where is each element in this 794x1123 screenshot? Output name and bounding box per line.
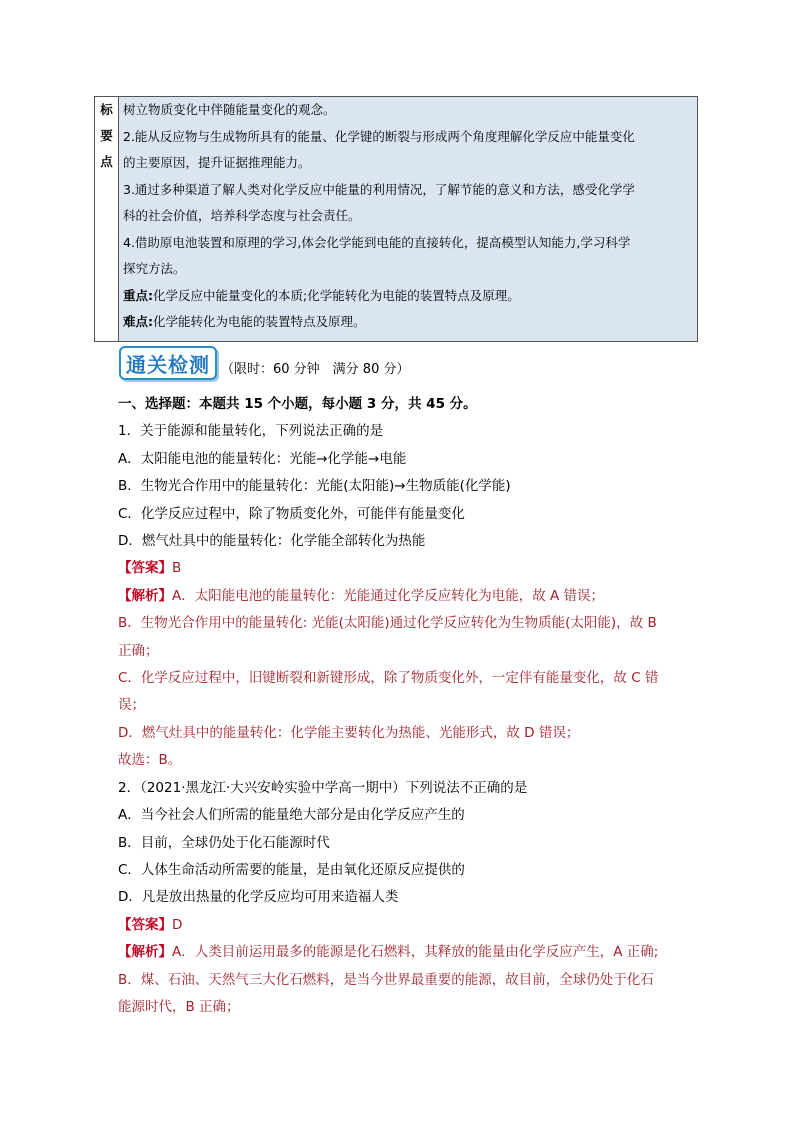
analysis-tag: 【解析】 xyxy=(118,587,172,604)
objective-line: 树立物质变化中伴随能量变化的观念。 xyxy=(123,102,336,117)
option: B．生物光合作用中的能量转化：光能(太阳能)→生物质能(化学能) xyxy=(118,478,511,495)
difficulty-label: 难点: xyxy=(123,314,153,329)
objective-line: 3.通过多种渠道了解人类对化学反应中能量的利用情况，了解节能的意义和方法，感受化学学 xyxy=(123,181,635,197)
question-stem: 2．（2021·黑龙江·大兴安岭实验中学高一期中）下列说法不正确的是 xyxy=(118,779,528,796)
answer-line xyxy=(118,555,688,582)
difficulty-text: 化学能转化为电能的装置特点及原理。 xyxy=(153,314,366,329)
objective-line: 科的社会价值，培养科学态度与社会责任。 xyxy=(123,208,361,223)
answer-value: B xyxy=(172,560,182,577)
objective-line: 2.能从反应物与生成物所具有的能量、化学键的断裂与形成两个角度理解化学反应中能量变化 xyxy=(123,128,635,144)
objective-line: 的主要原因，提升证据推理能力。 xyxy=(123,155,311,170)
analysis-line: D．燃气灶具中的能量转化：化学能主要转化为热能、光能形式，故 D 错误； xyxy=(118,724,580,741)
answer-value: D xyxy=(172,916,183,933)
analysis-line xyxy=(118,939,688,966)
objectives-side-label xyxy=(95,97,119,341)
analysis-line: B．煤、石油、天然气三大化石燃料，是当今世界最重要的能源，故目前，全球仍处于化石 xyxy=(118,971,654,988)
analysis-line xyxy=(118,583,688,610)
analysis-text: A．太阳能电池的能量转化：光能通过化学反应转化为电能，故 A 错误； xyxy=(172,587,605,604)
section-header xyxy=(119,344,409,382)
objectives-content xyxy=(119,97,697,341)
option: A．太阳能电池的能量转化：光能→化学能→电能 xyxy=(118,450,407,467)
analysis-text: A．人类目前运用最多的能源是化石燃料，其释放的能量由化学反应产生，A 正确; xyxy=(172,944,659,961)
option: D．燃气灶具中的能量转化：化学能全部转化为热能 xyxy=(118,533,426,550)
analysis-line: C．化学反应过程中，旧键断裂和新键形成，除了物质变化外，一定伴有能量变化，故 C 错 xyxy=(118,670,659,687)
answer-line xyxy=(118,912,688,939)
key-point-label: 重点: xyxy=(123,287,153,303)
question-stem: 1．关于能源和能量转化，下列说法正确的是 xyxy=(118,423,384,440)
option: D．凡是放出热量的化学反应均可用来造福人类 xyxy=(118,889,399,906)
analysis-line: 误； xyxy=(118,697,145,714)
option: C．化学反应过程中，除了物质变化外，可能伴有能量变化 xyxy=(118,505,465,522)
option: B．目前，全球仍处于化石能源时代 xyxy=(118,834,330,851)
answer-tag: 【答案】 xyxy=(118,560,172,577)
objective-line: 探究方法。 xyxy=(123,261,186,276)
section-badge: 通关检测 xyxy=(119,346,217,380)
side-char: 标 xyxy=(100,102,113,117)
key-point-text: 化学反应中能量变化的本质;化学能转化为电能的装置特点及原理。 xyxy=(153,287,520,303)
analysis-tag: 【解析】 xyxy=(118,944,172,961)
option: A．当今社会人们所需的能量绝大部分是由化学反应产生的 xyxy=(118,807,465,824)
analysis-line: 正确； xyxy=(118,642,159,659)
time-limit-note: （限时：60 分钟 满分 80 分） xyxy=(221,361,410,377)
analysis-line: 能源时代，B 正确； xyxy=(118,998,240,1015)
question-content xyxy=(118,391,688,1021)
answer-tag: 【答案】 xyxy=(118,916,172,933)
objective-line: 4.借助原电池装置和原理的学习,体会化学能到电能的直接转化，提高模型认知能力,学习科学 xyxy=(123,234,631,250)
objectives-table xyxy=(94,96,698,342)
difficulty-line xyxy=(123,309,689,336)
analysis-line: B．生物光合作用中的能量转化: 光能(太阳能)通过化学反应转化为生物质能(太阳能)，故 B xyxy=(118,615,657,632)
side-char: 要 xyxy=(100,128,113,143)
side-char: 点 xyxy=(100,154,113,169)
option: C．人体生命活动所需要的能量，是由氧化还原反应提供的 xyxy=(118,861,465,878)
section-intro: 一、选择题：本题共 15 个小题，每小题 3 分，共 45 分。 xyxy=(118,396,477,412)
key-point-line xyxy=(123,283,689,310)
analysis-line: 故选：B。 xyxy=(118,752,182,769)
